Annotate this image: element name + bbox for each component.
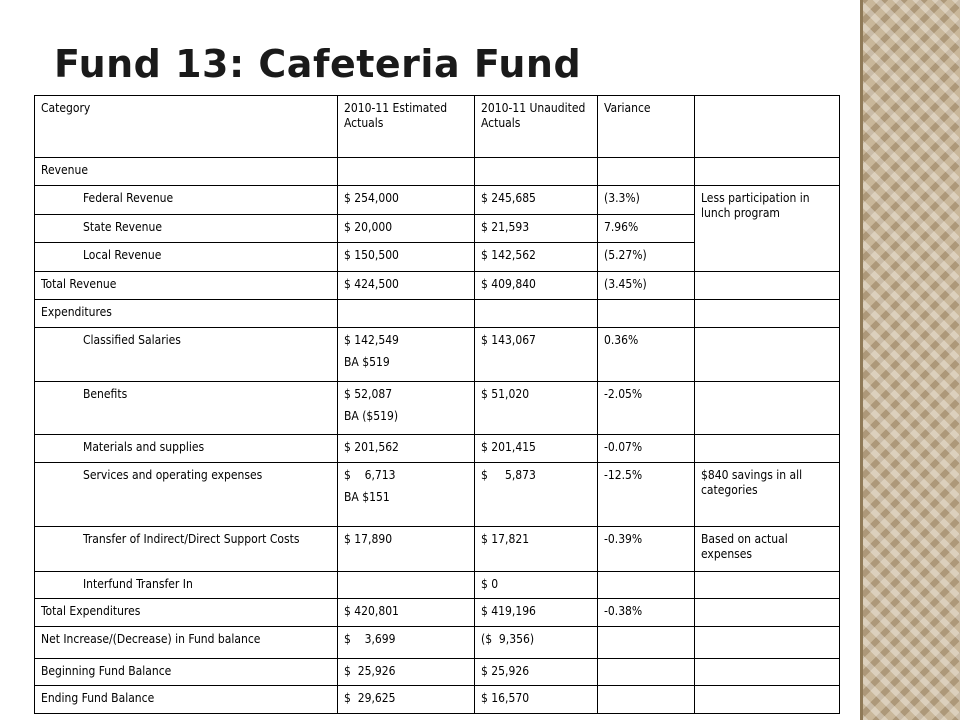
table-row	[35, 158, 840, 186]
row-variance: -12.5%	[598, 463, 695, 527]
row-note: Based on actual expenses	[695, 527, 840, 572]
row-variance: (3.3%)	[598, 186, 695, 215]
row-variance	[598, 300, 695, 328]
table-row	[35, 527, 840, 572]
table-row	[35, 659, 840, 686]
row-budget-adjustment: BA $151	[344, 490, 390, 504]
row-unaudited: $ 409,840	[475, 272, 598, 300]
row-note	[695, 686, 840, 714]
row-unaudited	[475, 158, 598, 186]
row-category: Total Expenditures	[35, 599, 338, 627]
row-note	[695, 158, 840, 186]
row-category: Interfund Transfer In	[35, 572, 338, 599]
row-category: Expenditures	[35, 300, 338, 328]
table-row	[35, 382, 840, 435]
row-unaudited: $ 143,067	[475, 328, 598, 382]
table-row	[35, 627, 840, 659]
row-variance	[598, 686, 695, 714]
row-estimated: $ 420,801	[338, 599, 475, 627]
row-unaudited: $ 21,593	[475, 215, 598, 243]
row-unaudited: $ 201,415	[475, 435, 598, 463]
row-estimated-value: $ 6,713	[344, 468, 396, 482]
row-note	[695, 572, 840, 599]
decorative-side-band	[860, 0, 960, 720]
row-estimated	[338, 158, 475, 186]
row-estimated: $ 3,699	[338, 627, 475, 659]
row-note	[695, 599, 840, 627]
row-category: Revenue	[35, 158, 338, 186]
row-variance	[598, 158, 695, 186]
table-row	[35, 328, 840, 382]
row-category: Transfer of Indirect/Direct Support Costs	[35, 527, 338, 572]
row-category: Ending Fund Balance	[35, 686, 338, 714]
row-note	[695, 627, 840, 659]
table-row	[35, 686, 840, 714]
row-unaudited	[475, 300, 598, 328]
row-variance: -2.05%	[598, 382, 695, 435]
row-budget-adjustment: BA $519	[344, 355, 390, 369]
row-budget-adjustment: BA ($519)	[344, 409, 399, 423]
table-row	[35, 186, 840, 215]
row-unaudited: $ 25,926	[475, 659, 598, 686]
row-note	[695, 382, 840, 435]
row-category: Benefits	[35, 382, 338, 435]
row-note: $840 savings in all categories	[695, 463, 840, 527]
row-note	[695, 272, 840, 300]
row-estimated	[338, 382, 475, 435]
row-variance	[598, 659, 695, 686]
row-variance: (5.27%)	[598, 243, 695, 272]
row-variance: (3.45%)	[598, 272, 695, 300]
table-row	[35, 300, 840, 328]
row-category: Services and operating expenses	[35, 463, 338, 527]
row-note	[695, 300, 840, 328]
row-estimated-value: $ 142,549	[344, 333, 399, 347]
header-category: Category	[35, 96, 338, 158]
row-estimated: $ 150,500	[338, 243, 475, 272]
row-note	[695, 328, 840, 382]
row-estimated	[338, 300, 475, 328]
page-title: Fund 13: Cafeteria Fund	[54, 42, 582, 86]
row-estimated: $ 29,625	[338, 686, 475, 714]
table-row	[35, 435, 840, 463]
row-variance	[598, 627, 695, 659]
row-unaudited: $ 17,821	[475, 527, 598, 572]
row-category: Materials and supplies	[35, 435, 338, 463]
header-notes	[695, 96, 840, 158]
row-note	[695, 659, 840, 686]
row-category: Classified Salaries	[35, 328, 338, 382]
row-estimated-value: $ 52,087	[344, 387, 393, 401]
header-estimated-actuals: 2010-11 Estimated Actuals	[338, 96, 475, 158]
table-row	[35, 272, 840, 300]
row-category: Beginning Fund Balance	[35, 659, 338, 686]
row-variance: 0.36%	[598, 328, 695, 382]
row-estimated	[338, 328, 475, 382]
row-estimated	[338, 572, 475, 599]
row-unaudited: $ 0	[475, 572, 598, 599]
table-row	[35, 463, 840, 527]
fund-table	[34, 95, 840, 714]
row-variance: -0.38%	[598, 599, 695, 627]
row-category: Federal Revenue	[35, 186, 338, 215]
row-category: Local Revenue	[35, 243, 338, 272]
row-variance: -0.07%	[598, 435, 695, 463]
row-estimated: $ 201,562	[338, 435, 475, 463]
table-header-row	[35, 96, 840, 158]
row-variance: -0.39%	[598, 527, 695, 572]
row-estimated	[338, 463, 475, 527]
row-unaudited: $ 419,196	[475, 599, 598, 627]
row-unaudited: $ 51,020	[475, 382, 598, 435]
row-unaudited: $ 142,562	[475, 243, 598, 272]
row-note	[695, 435, 840, 463]
row-unaudited: $ 16,570	[475, 686, 598, 714]
row-category: Total Revenue	[35, 272, 338, 300]
table-row	[35, 572, 840, 599]
header-variance: Variance	[598, 96, 695, 158]
row-unaudited: $ 5,873	[475, 463, 598, 527]
row-unaudited: ($ 9,356)	[475, 627, 598, 659]
row-category: State Revenue	[35, 215, 338, 243]
row-estimated: $ 254,000	[338, 186, 475, 215]
row-estimated: $ 17,890	[338, 527, 475, 572]
row-variance: 7.96%	[598, 215, 695, 243]
row-unaudited: $ 245,685	[475, 186, 598, 215]
header-unaudited-actuals: 2010-11 Unaudited Actuals	[475, 96, 598, 158]
row-category: Net Increase/(Decrease) in Fund balance	[35, 627, 338, 659]
row-estimated: $ 25,926	[338, 659, 475, 686]
row-variance	[598, 572, 695, 599]
row-note: Less participation in lunch program	[695, 186, 840, 272]
row-estimated: $ 20,000	[338, 215, 475, 243]
table-row	[35, 599, 840, 627]
row-estimated: $ 424,500	[338, 272, 475, 300]
